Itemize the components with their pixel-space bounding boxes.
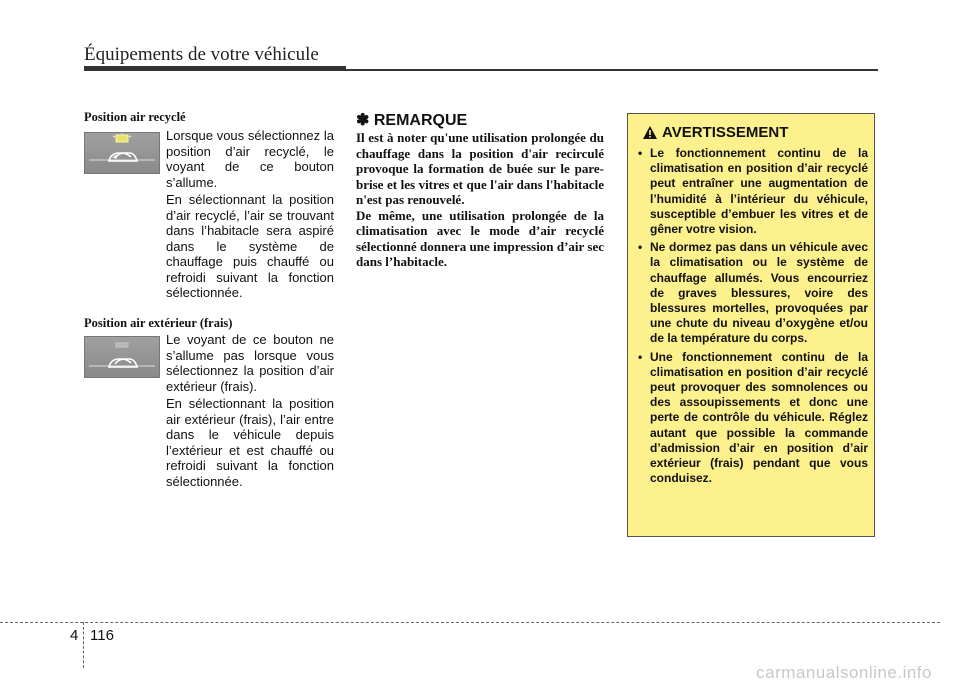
- remark-title: ✽ REMARQUE: [356, 112, 468, 129]
- remark-text-2: De même, une utilisation prolongée de la climatisation avec le mode d’air recyclé sélectionné donnera une impression d’air sec dans l’habitacle.: [356, 207, 604, 269]
- air-arrow-icon: [115, 359, 131, 364]
- outside-para-2: En sélectionnant la position air extérieur (frais), l’air entre dans le véhicule depuis l’extérieur et est chauffé ou refroidi suivant la fonction sélectionnée.: [166, 396, 334, 489]
- watermark: carmanualsonline.info: [756, 663, 932, 682]
- page-header-title: Équipements de votre véhicule: [84, 44, 319, 65]
- footer-vertical-rule: [83, 622, 84, 668]
- recycled-para-1: Lorsque vous sélectionnez la position d’air recyclé, le voyant de ce bouton s’allume.: [166, 128, 334, 190]
- warning-item: • Une fonctionnement continu de la climatisation en position d’air recyclé peut provoquer des somnolences ou des assoupissements et donc une perte de contrôle du véhicule. Réglez autant que possible la commande d’admission d’air en position d’air extérieur (frais) pendant que vous conduisez.: [638, 349, 868, 486]
- footer-dashed-rule: [0, 622, 940, 623]
- warning-item: • Le fonctionnement continu de la climatisation en position d’air recyclé peut entraîner une augmentation de l’humidité à l’intérieur du véhicule, susceptible d’embuer les vitres et de gêner votre vision.: [638, 146, 868, 237]
- outside-air-button-image-off: [84, 336, 160, 378]
- recycled-para-2: En sélectionnant la position d’air recyclé, l’air se trouvant dans l’habitacle sera aspiré dans le système de chauffage puis chauffé ou refroidi suivant la fonction sélectionnée.: [166, 192, 334, 300]
- warning-triangle-icon: [642, 125, 658, 140]
- header-rule-thin: [346, 69, 878, 71]
- chapter-number: 4: [70, 627, 79, 644]
- warning-item: • Ne dormez pas dans un véhicule avec la climatisation ou le système de chauffage allumés. Vous encourriez de graves blessures, voire des blessures mortelles, provoquées par une chute du niveau d’oxygène et/ou de la température du corps.: [638, 240, 868, 346]
- recycled-heading: Position air recyclé: [84, 110, 186, 124]
- warning-header: [642, 124, 788, 141]
- warning-list: [636, 146, 868, 489]
- recirculation-button-image-on: [84, 132, 160, 174]
- header-rule-thick: [84, 66, 346, 71]
- remark-text-1: Il est à noter qu'une utilisation prolongée du chauffage dans la position d'air recirculé provoque la formation de buée sur le pare-brise et les vitres et que l'air dans l'habitacle n'est pas renouvelé.: [356, 130, 604, 207]
- warning-box: [627, 113, 875, 537]
- page-number: 116: [90, 627, 114, 644]
- recirculation-arrow-icon: [115, 153, 131, 158]
- outside-heading: Position air extérieur (frais): [84, 316, 233, 330]
- warning-title: AVERTISSEMENT: [662, 124, 789, 141]
- remark-body: [356, 130, 604, 270]
- outside-para-1: Le voyant de ce bouton ne s’allume pas lorsque vous sélectionnez la position d’air extérieur (frais).: [166, 332, 334, 394]
